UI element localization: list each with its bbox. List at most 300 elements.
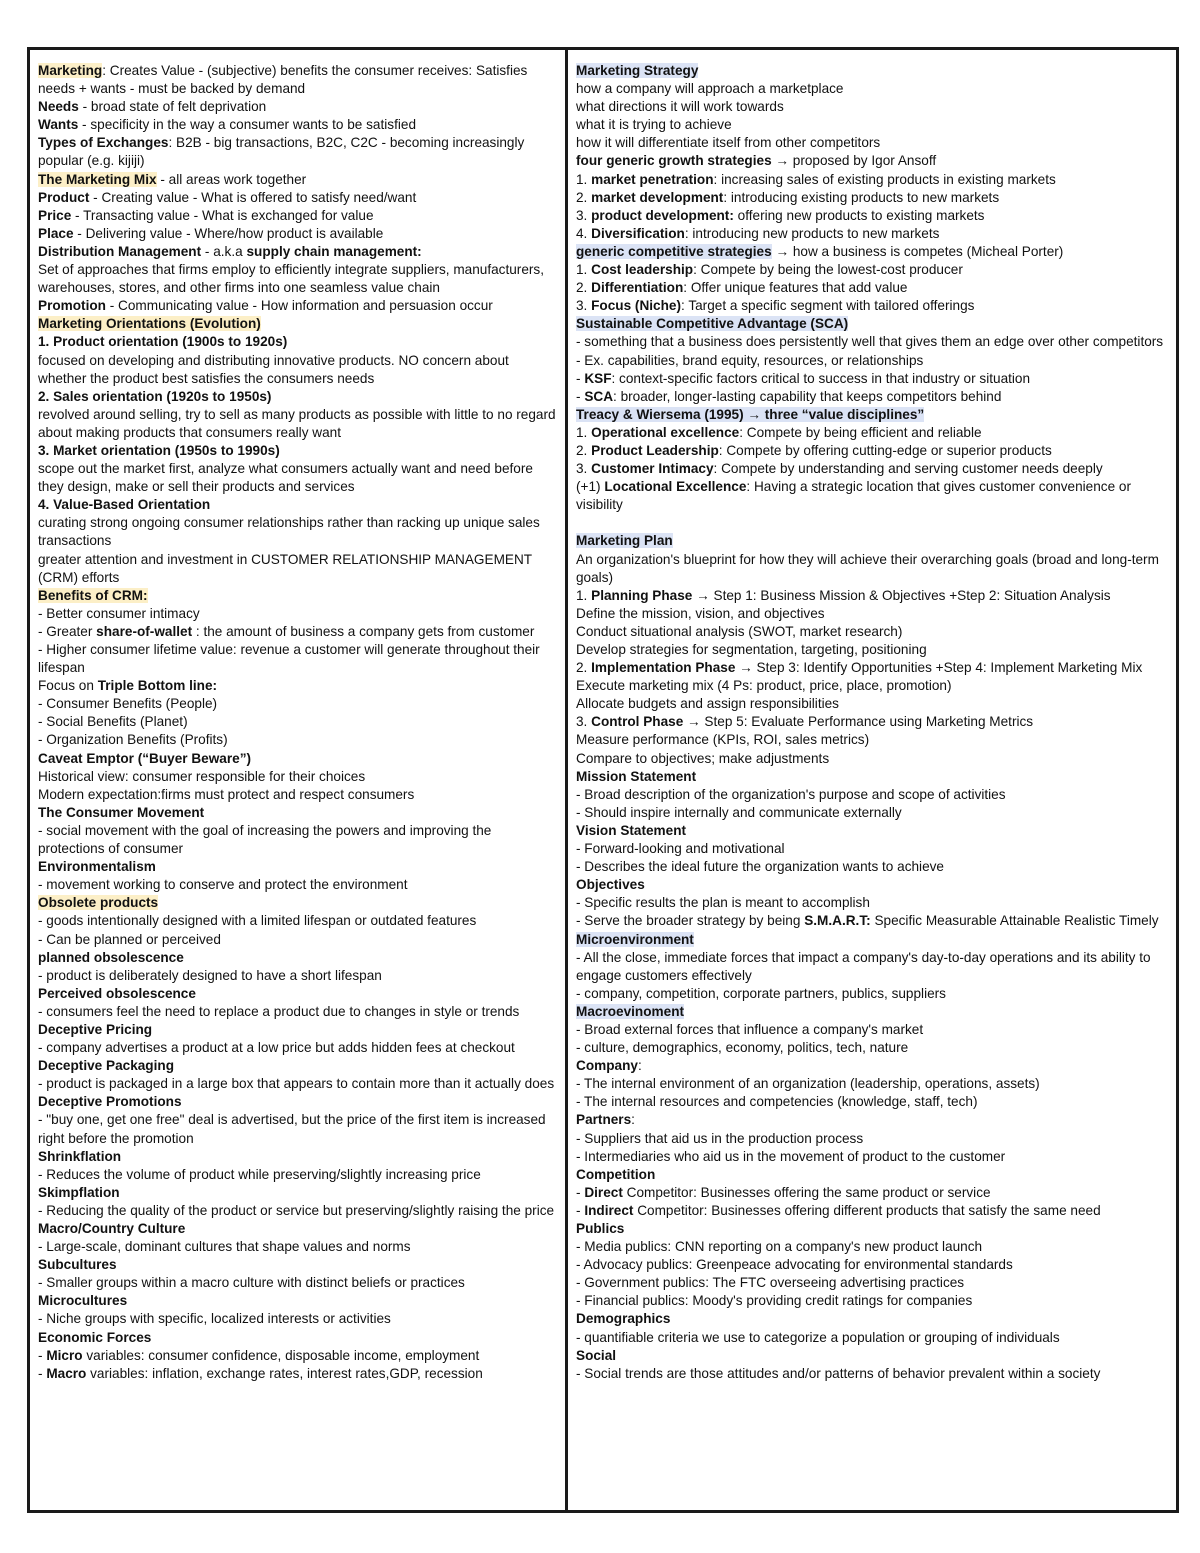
note-text: 1.: [576, 262, 592, 278]
note-term: market penetration: [591, 171, 714, 187]
note-text: - Serve the broader strategy by being: [576, 913, 805, 929]
note-text: - Government publics: The FTC overseeing advertising practices: [576, 1275, 965, 1291]
note-line: [38, 677, 559, 695]
note-line: [38, 1003, 559, 1021]
note-text: (+1): [576, 479, 605, 495]
note-line: [38, 116, 559, 134]
note-text: 3.: [576, 714, 592, 730]
note-text: : introducing existing products to new markets: [723, 189, 1000, 205]
note-line: [576, 406, 1170, 424]
note-text: - movement working to conserve and protect the environment: [38, 877, 408, 893]
note-line: [38, 1093, 559, 1111]
note-line: [576, 388, 1170, 406]
note-term: Wants: [38, 117, 79, 133]
note-line: [38, 1310, 559, 1328]
note-line: [576, 98, 1170, 116]
note-text: -: [576, 388, 585, 404]
note-term: Focus (Niche): [591, 298, 682, 314]
note-text: - Smaller groups within a macro culture with distinct beliefs or practices: [38, 1275, 465, 1291]
note-term: Deceptive Pricing: [38, 1021, 153, 1037]
note-term: Cost leadership: [591, 262, 694, 278]
note-text: - social movement with the goal of increasing the powers and improving the protections of consumer: [38, 822, 492, 857]
note-text: : Offer unique features that add value: [683, 280, 908, 296]
note-line: [38, 695, 559, 713]
note-line: [576, 189, 1170, 207]
note-text: Compare to objectives; make adjustments: [576, 750, 830, 766]
note-line: [576, 551, 1170, 587]
note-term: Planning Phase: [591, 587, 693, 603]
note-text: - Suppliers that aid us in the production process: [576, 1130, 864, 1146]
note-line: [38, 297, 559, 315]
note-line: [576, 695, 1170, 713]
note-text: Specific Measurable Attainable Realistic Timely: [870, 913, 1159, 929]
note-text: - something that a business does persistently well that gives them an edge over other competitors: [576, 334, 1164, 350]
note-line: [38, 931, 559, 949]
note-text: → how a business is competes (Micheal Porter): [771, 243, 1064, 259]
note-text: : Compete by understanding and serving customer needs deeply: [713, 461, 1103, 477]
note-line: [38, 894, 559, 912]
note-line: [576, 804, 1170, 822]
left-column: [30, 50, 568, 1510]
note-term: Place: [38, 225, 74, 241]
note-term: Macro/Country Culture: [38, 1221, 186, 1236]
note-line: [576, 1130, 1170, 1148]
note-term: Company: [576, 1058, 638, 1074]
note-term: Customer Intimacy: [591, 461, 714, 477]
note-text: Allocate budgets and assign responsibilities: [576, 696, 839, 712]
note-line: [38, 858, 559, 876]
note-text: - Should inspire internally and communicate externally: [576, 804, 902, 820]
note-line: [38, 605, 559, 623]
note-text: → Step 1: Business Mission & Objectives +Step 2: Situation Analysis: [692, 587, 1111, 603]
note-term: Macroevinoment: [576, 1003, 685, 1019]
note-line: [576, 134, 1170, 152]
note-term: Benefits of CRM:: [38, 587, 148, 603]
note-line: [576, 225, 1170, 243]
note-line: [38, 967, 559, 985]
note-text: Measure performance (KPIs, ROI, sales metrics): [576, 732, 870, 748]
note-line: [576, 514, 1170, 532]
note-line: [576, 1202, 1170, 1220]
note-term: market development: [591, 189, 724, 205]
note-line: [38, 1292, 559, 1310]
note-term: Product Leadership: [591, 442, 719, 458]
note-term: Mission Statement: [576, 768, 697, 784]
note-line: [576, 243, 1170, 261]
note-line: [576, 1057, 1170, 1075]
note-line: [38, 1111, 559, 1147]
note-text: - product is deliberately designed to have a short lifespan: [38, 967, 382, 983]
note-text: - Financial publics: Moody's providing credit ratings for companies: [576, 1293, 973, 1309]
note-line: [38, 225, 559, 243]
note-text: - Higher consumer lifetime value: revenue a customer will generate throughout their lifespan: [38, 642, 540, 676]
note-term: Triple Bottom line:: [97, 678, 218, 694]
note-text: -: [576, 1202, 585, 1218]
note-line: [576, 1256, 1170, 1274]
note-term: S.M.A.R.T:: [804, 913, 871, 929]
note-line: [38, 713, 559, 731]
note-text: - Organization Benefits (Profits): [38, 732, 228, 748]
note-text: - Reducing the quality of the product or service but preserving/slightly raising the price: [38, 1202, 555, 1218]
note-text: scope out the market first, analyze what consumers actually want and need before they design, make or sell their products and services: [38, 461, 533, 495]
right-column: [568, 50, 1176, 1510]
note-term: Shrinkflation: [38, 1148, 122, 1164]
note-line: [38, 876, 559, 894]
note-text: 3.: [576, 461, 592, 477]
note-line: [576, 1292, 1170, 1310]
note-line: [38, 1202, 559, 1220]
note-text: variables: consumer confidence, disposable income, employment: [82, 1347, 480, 1363]
note-line: [576, 478, 1170, 514]
note-term: Sustainable Competitive Advantage (SCA): [576, 316, 849, 332]
note-line: [576, 1148, 1170, 1166]
note-text: -: [576, 370, 585, 386]
note-text: 3.: [576, 298, 592, 314]
note-text: - consumers feel the need to replace a product due to changes in style or trends: [38, 1003, 520, 1019]
note-text: how a company will approach a marketplace: [576, 81, 844, 97]
note-line: [38, 333, 559, 351]
note-line: [576, 713, 1170, 731]
note-line: [576, 1220, 1170, 1238]
note-line: [576, 1365, 1170, 1383]
notes-sheet: [27, 47, 1179, 1513]
note-line: [38, 134, 559, 170]
note-term: Operational excellence: [591, 424, 740, 440]
note-term: Deceptive Promotions: [38, 1094, 182, 1110]
note-term: Product: [38, 189, 90, 205]
note-line: [38, 1039, 559, 1057]
note-term: Perceived obsolescence: [38, 985, 196, 1001]
note-line: [576, 460, 1170, 478]
note-term: Treacy & Wiersema (1995) → three “value disciplines”: [576, 406, 925, 422]
note-text: Define the mission, vision, and objectives: [576, 605, 825, 621]
note-term: 1. Product orientation (1900s to 1920s): [38, 334, 288, 350]
note-text: - Describes the ideal future the organization wants to achieve: [576, 859, 944, 875]
note-text: - Creating value - What is offered to satisfy need/want: [89, 189, 417, 205]
note-term: Marketing Strategy: [576, 63, 699, 78]
note-line: [38, 912, 559, 930]
note-line: [576, 1310, 1170, 1328]
note-term: Competition: [576, 1166, 656, 1182]
note-text: Competitor: Businesses offering the same product or service: [622, 1184, 991, 1200]
note-line: [38, 1329, 559, 1347]
note-text: Conduct situational analysis (SWOT, market research): [576, 623, 903, 639]
note-line: [576, 985, 1170, 1003]
note-text: - quantifiable criteria we use to categorize a population or grouping of individuals: [576, 1329, 1060, 1345]
note-line: [576, 370, 1170, 388]
note-line: [576, 931, 1170, 949]
note-line: [576, 333, 1170, 351]
note-text: 2.: [576, 189, 592, 205]
note-line: [38, 207, 559, 225]
note-text: → Step 5: Evaluate Performance using Marketing Metrics: [683, 714, 1034, 730]
note-line: [576, 1347, 1170, 1365]
note-line: [38, 315, 559, 333]
note-line: [38, 1274, 559, 1292]
note-line: [576, 768, 1170, 786]
note-term: product development:: [591, 207, 734, 223]
note-term: Publics: [576, 1221, 625, 1236]
note-text: - Advocacy publics: Greenpeace advocating for environmental standards: [576, 1257, 1013, 1273]
note-term: Obsolete products: [38, 895, 159, 911]
note-line: [576, 677, 1170, 695]
note-text: - Can be planned or perceived: [38, 931, 221, 947]
note-line: [576, 659, 1170, 677]
note-line: [38, 731, 559, 749]
note-text: - Broad external forces that influence a company's market: [576, 1021, 924, 1037]
note-line: [576, 1111, 1170, 1129]
note-text: → proposed by Igor Ansoff: [771, 153, 937, 169]
note-text: - Better consumer intimacy: [38, 605, 200, 621]
note-line: [38, 352, 559, 388]
note-text: offering new products to existing markets: [733, 207, 985, 223]
note-line: [38, 442, 559, 460]
note-text: - company advertises a product at a low price but adds hidden fees at checkout: [38, 1040, 515, 1056]
note-text: Develop strategies for segmentation, targeting, positioning: [576, 642, 927, 657]
note-text: - Niche groups with specific, localized interests or activities: [38, 1311, 391, 1327]
note-term: Control Phase: [591, 714, 684, 730]
note-text: Historical view: consumer responsible for their choices: [38, 768, 366, 784]
note-line: [576, 62, 1170, 80]
note-line: [576, 1184, 1170, 1202]
note-line: [38, 750, 559, 768]
note-text: - Broad description of the organization's purpose and scope of activities: [576, 786, 1006, 802]
note-text: : Creates Value - (subjective) benefits the consumer receives: Satisfies needs + wants - must be backed by demand: [38, 63, 528, 97]
note-term: Microcultures: [38, 1293, 128, 1309]
note-text: - Greater: [38, 623, 97, 639]
note-text: - Intermediaries who aid us in the movement of product to the customer: [576, 1148, 1006, 1164]
note-line: [576, 623, 1170, 641]
note-text: 2.: [576, 660, 592, 676]
note-text: 2.: [576, 280, 592, 296]
note-line: [576, 532, 1170, 550]
note-text: : B2B - big transactions, B2C, C2C - becoming increasingly popular (e.g. kijiji): [38, 135, 525, 169]
note-text: : context-specific factors critical to success in that industry or situation: [611, 370, 1031, 386]
note-term: supply chain management:: [246, 243, 422, 259]
note-text: - Reduces the volume of product while preserving/slightly increasing price: [38, 1166, 481, 1182]
note-text: - Specific results the plan is meant to accomplish: [576, 895, 870, 911]
note-text: : Having a strategic location that gives customer convenience or visibility: [576, 479, 1131, 513]
note-text: focused on developing and distributing innovative products. NO concern about whether the product best satisfies the consumers needs: [38, 352, 509, 386]
note-text: : broader, longer-lasting capability that keeps competitors behind: [613, 388, 1002, 404]
note-text: greater attention and investment in CUSTOMER RELATIONSHIP MANAGEMENT (CRM) efforts: [38, 551, 532, 585]
note-term: Marketing Orientations (Evolution): [38, 316, 261, 332]
note-term: The Consumer Movement: [38, 804, 205, 820]
note-line: [38, 98, 559, 116]
note-term: The Marketing Mix: [38, 171, 157, 187]
note-term: Environmentalism: [38, 859, 156, 875]
note-line: [38, 1021, 559, 1039]
note-line: [576, 279, 1170, 297]
note-text: - Social trends are those attitudes and/or patterns of behavior prevalent within a society: [576, 1365, 1101, 1381]
note-term: Economic Forces: [38, 1329, 152, 1345]
note-text: what directions it will work towards: [576, 99, 784, 115]
note-line: [38, 1166, 559, 1184]
note-line: [38, 1238, 559, 1256]
note-term: Diversification: [591, 225, 685, 241]
note-line: [38, 949, 559, 967]
note-line: [38, 514, 559, 550]
note-term: four generic growth strategies: [576, 153, 772, 169]
note-line: [576, 1329, 1170, 1347]
note-line: [38, 1184, 559, 1202]
note-text: how it will differentiate itself from other competitors: [576, 135, 881, 151]
note-text: → Step 3: Identify Opportunities +Step 4: Implement Marketing Mix: [735, 660, 1143, 676]
note-line: [576, 116, 1170, 134]
note-line: [38, 460, 559, 496]
note-line: [576, 1166, 1170, 1184]
note-line: [38, 786, 559, 804]
note-text: - Social Benefits (Planet): [38, 714, 188, 730]
note-text: - The internal resources and competencies (knowledge, staff, tech): [576, 1094, 978, 1110]
note-term: generic competitive strategies: [576, 243, 772, 259]
note-line: [576, 207, 1170, 225]
note-text: : Compete by offering cutting-edge or superior products: [718, 442, 1052, 458]
note-term: Price: [38, 207, 72, 223]
note-line: [38, 804, 559, 822]
note-text: 3.: [576, 207, 592, 223]
note-text: 4.: [576, 225, 592, 241]
note-text: - product is packaged in a large box that appears to contain more than it actually does: [38, 1076, 555, 1092]
note-term: Marketing Plan: [576, 533, 673, 549]
note-term: Indirect: [584, 1202, 634, 1218]
note-term: Distribution Management: [38, 243, 202, 259]
note-line: [576, 858, 1170, 876]
note-text: : Compete by being efficient and reliable: [739, 424, 982, 440]
note-line: [576, 442, 1170, 460]
note-text: : the amount of business a company gets from customer: [192, 623, 535, 639]
note-text: - "buy one, get one free" deal is advertised, but the price of the first item is increased right before the promotion: [38, 1112, 546, 1146]
note-text: curating strong ongoing consumer relationships rather than racking up unique sales transactions: [38, 515, 540, 549]
note-line: [576, 1039, 1170, 1057]
note-line: [38, 406, 559, 442]
note-text: variables: inflation, exchange rates, interest rates,GDP, recession: [86, 1365, 483, 1381]
note-text: 1.: [576, 424, 592, 440]
note-term: Social: [576, 1347, 617, 1363]
note-text: - Communicating value - How information and persuasion occur: [105, 298, 493, 314]
note-line: [576, 315, 1170, 333]
note-line: [576, 876, 1170, 894]
note-text: Set of approaches that firms employ to efficiently integrate suppliers, manufacturers, warehouses, stores, and other firms into one seamless value chain: [38, 262, 544, 296]
note-line: [576, 894, 1170, 912]
note-term: Differentiation: [591, 280, 684, 296]
note-line: [576, 605, 1170, 623]
note-text: - Large-scale, dominant cultures that shape values and norms: [38, 1239, 411, 1255]
note-line: [576, 822, 1170, 840]
note-term: Subcultures: [38, 1257, 117, 1273]
note-text: :: [631, 1112, 635, 1128]
note-text: - broad state of felt deprivation: [78, 99, 267, 115]
note-line: [38, 1148, 559, 1166]
note-line: [38, 261, 559, 297]
note-line: [576, 731, 1170, 749]
note-line: [576, 352, 1170, 370]
note-text: An organization's blueprint for how they will achieve their overarching goals (broad and long-term goals): [576, 551, 1159, 585]
note-line: [576, 840, 1170, 858]
note-line: [38, 822, 559, 858]
note-line: [576, 1075, 1170, 1093]
note-line: [38, 243, 559, 261]
note-line: [576, 1093, 1170, 1111]
note-term: Implementation Phase: [591, 660, 736, 676]
note-term: 3. Market orientation (1950s to 1990s): [38, 442, 280, 458]
note-line: [38, 551, 559, 587]
note-term: Objectives: [576, 877, 645, 893]
note-term: Micro: [46, 1347, 83, 1363]
note-line: [576, 297, 1170, 315]
note-line: [38, 388, 559, 406]
note-line: [38, 1256, 559, 1274]
note-line: [38, 496, 559, 514]
note-text: - specificity in the way a consumer wants to be satisfied: [78, 117, 417, 133]
note-text: - Forward-looking and motivational: [576, 841, 785, 857]
note-line: [38, 62, 559, 98]
note-line: [38, 587, 559, 605]
note-text: Modern expectation:firms must protect and respect consumers: [38, 786, 415, 802]
note-term: Locational Excellence: [604, 479, 747, 495]
note-term: Macro: [46, 1365, 87, 1381]
note-term: Direct: [584, 1184, 623, 1200]
note-text: - All the close, immediate forces that impact a company's day-to-day operations and its ability to engage customers effectively: [576, 949, 1151, 983]
note-text: - company, competition, corporate partners, publics, suppliers: [576, 985, 946, 1001]
note-line: [576, 1274, 1170, 1292]
note-text: revolved around selling, try to sell as many products as possible with little to no regard about making products that consumers really want: [38, 406, 556, 440]
note-line: [576, 152, 1170, 170]
note-term: Caveat Emptor (“Buyer Beware”): [38, 750, 252, 766]
note-line: [576, 424, 1170, 442]
note-term: 2. Sales orientation (1920s to 1950s): [38, 388, 272, 404]
note-line: [38, 623, 559, 641]
note-line: [576, 1021, 1170, 1039]
note-text: Competitor: Businesses offering different products that satisfy the same need: [633, 1202, 1101, 1218]
note-line: [38, 1220, 559, 1238]
note-line: [38, 189, 559, 207]
note-line: [576, 786, 1170, 804]
note-line: [38, 641, 559, 677]
note-text: - Ex. capabilities, brand equity, resources, or relationships: [576, 352, 924, 368]
note-text: what it is trying to achieve: [576, 117, 732, 133]
note-text: -: [576, 1184, 585, 1200]
note-text: - goods intentionally designed with a limited lifespan or outdated features: [38, 913, 477, 929]
note-term: KSF: [584, 370, 612, 386]
note-term: SCA: [584, 388, 614, 404]
note-term: Promotion: [38, 298, 106, 314]
note-text: : Compete by being the lowest-cost producer: [693, 262, 963, 278]
note-text: - culture, demographics, economy, politics, tech, nature: [576, 1040, 909, 1056]
note-term: Microenvironment: [576, 931, 694, 947]
note-text: :: [637, 1058, 642, 1074]
note-text: 1.: [576, 171, 592, 187]
note-line: [38, 171, 559, 189]
note-line: [576, 912, 1170, 930]
note-term: Partners: [576, 1112, 632, 1128]
note-text: : increasing sales of existing products in existing markets: [713, 171, 1056, 187]
note-term: Types of Exchanges: [38, 135, 169, 151]
note-text: - The internal environment of an organization (leadership, operations, assets): [576, 1076, 1040, 1092]
note-line: [576, 949, 1170, 985]
note-line: [576, 261, 1170, 279]
note-line: [38, 1075, 559, 1093]
note-text: : Target a specific segment with tailored offerings: [681, 298, 975, 314]
note-text: - all areas work together: [156, 171, 307, 187]
note-line: [576, 80, 1170, 98]
note-term: share-of-wallet: [96, 623, 193, 639]
note-line: [576, 587, 1170, 605]
note-text: - a.k.a: [201, 243, 247, 259]
note-text: - Consumer Benefits (People): [38, 696, 218, 712]
note-text: 1.: [576, 587, 592, 603]
note-line: [576, 641, 1170, 659]
